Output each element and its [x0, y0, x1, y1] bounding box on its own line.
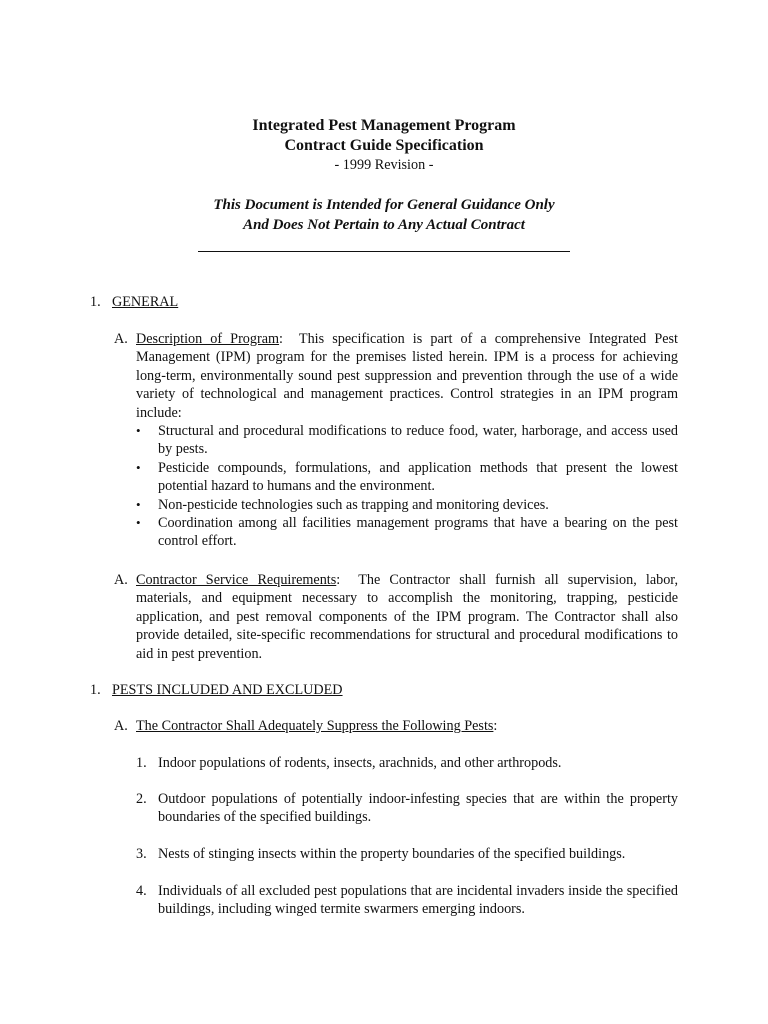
item-text: Individuals of all excluded pest populations that are incidental invaders inside the specified buildings, including winged termite swarmers emerging indoors. [158, 883, 678, 918]
item-text: Outdoor populations of potentially indoor-infesting species that are within the property boundaries of the specified buildings. [158, 791, 678, 826]
list-item: • Coordination among all facilities management programs that have a bearing on the pest control effort. [136, 515, 678, 550]
section-title: PESTS INCLUDED AND EXCLUDED [112, 682, 343, 698]
section-pests-heading [90, 681, 343, 699]
list-item [136, 882, 678, 919]
pests-to-suppress [114, 717, 678, 735]
item-body: Contractor Service Requirements: The Contractor shall furnish all supervision, labor, materials, and equipment necessary to accomplish the monitoring, trapping, pesticide application, and pest removal components of the IPM program. The Contractor shall also provide detailed, site-specific recommendations for structural and procedural modifications to aid in pest prevention. [136, 572, 679, 662]
disclaimer [0, 196, 768, 235]
list-item [136, 790, 678, 827]
header-divider [198, 251, 570, 252]
item-text: This specification is part of a comprehensive Integrated Pest Management (IPM) program for the premises listed herein. IPM is a process for achieving long-term, environmentally sound pest suppression and prevention through the use of a wide variety of technological and management practices. Control strategies in an IPM program include: [136, 331, 678, 421]
item-number: 3. [136, 846, 147, 862]
bullet-icon: • [136, 515, 141, 531]
item-number: 2. [136, 791, 147, 807]
bullet-icon: • [136, 496, 141, 512]
section-title: GENERAL [112, 294, 179, 310]
item-label: Contractor Service Requirements [136, 572, 337, 588]
contractor-service-requirements [114, 571, 678, 663]
item-letter: A. [114, 718, 128, 734]
item-letter: A. [114, 331, 128, 347]
section-number: 1. [90, 682, 101, 698]
item-letter: A. [114, 572, 128, 588]
revision-label: - 1999 Revision - [334, 157, 434, 173]
bullet-icon: • [136, 423, 141, 438]
item-text: Indoor populations of rodents, insects, arachnids, and other arthropods. [158, 755, 562, 771]
item-body: The Contractor Shall Adequately Suppress the Following Pests: [136, 718, 498, 734]
document-title: Integrated Pest Management Program [252, 117, 516, 134]
item-text: The Contractor shall furnish all supervision, labor, materials, and equipment necessary to accomplish the monitoring, trapping, pesticide application, and pest removal components of the IPM program. The Contractor shall also provide detailed, site-specific recommendations for structural and procedural modifications to aid in pest prevention. [136, 572, 679, 662]
document-subtitle: Contract Guide Specification [284, 137, 484, 154]
list-item [136, 845, 678, 863]
section-number: 1. [90, 294, 101, 310]
disclaimer-line-1: This Document is Intended for General Guidance Only [213, 197, 555, 213]
item-label: Description of Program [136, 331, 280, 347]
item-number: 1. [136, 755, 147, 771]
item-text: Nests of stinging insects within the property boundaries of the specified buildings. [158, 846, 626, 862]
item-label: The Contractor Shall Adequately Suppress the Following Pests [136, 718, 494, 734]
item-number: 4. [136, 883, 147, 899]
list-item: • Structural and procedural modifications to reduce food, water, harborage, and access used by pests. [136, 423, 678, 458]
list-item [136, 754, 678, 772]
bullet-icon: • [136, 459, 141, 475]
item-body: Description of Program: This specification is part of a comprehensive Integrated Pest Management (IPM) program for the premises listed herein. IPM is a process for achieving long-term, environmentally sound pest suppression and prevention through the use of a wide variety of technological and management practices. Control strategies in an IPM program include: [136, 331, 678, 421]
list-item: • Pesticide compounds, formulations, and application methods that present the lowest potential hazard to humans and the environment. [136, 459, 678, 495]
section-general-heading [90, 293, 178, 311]
disclaimer-line-2: And Does Not Pertain to Any Actual Contract [243, 216, 525, 233]
description-of-program [114, 330, 678, 422]
list-item: • Non-pesticide technologies such as trapping and monitoring devices. [136, 496, 549, 513]
strategy-list [136, 422, 678, 551]
